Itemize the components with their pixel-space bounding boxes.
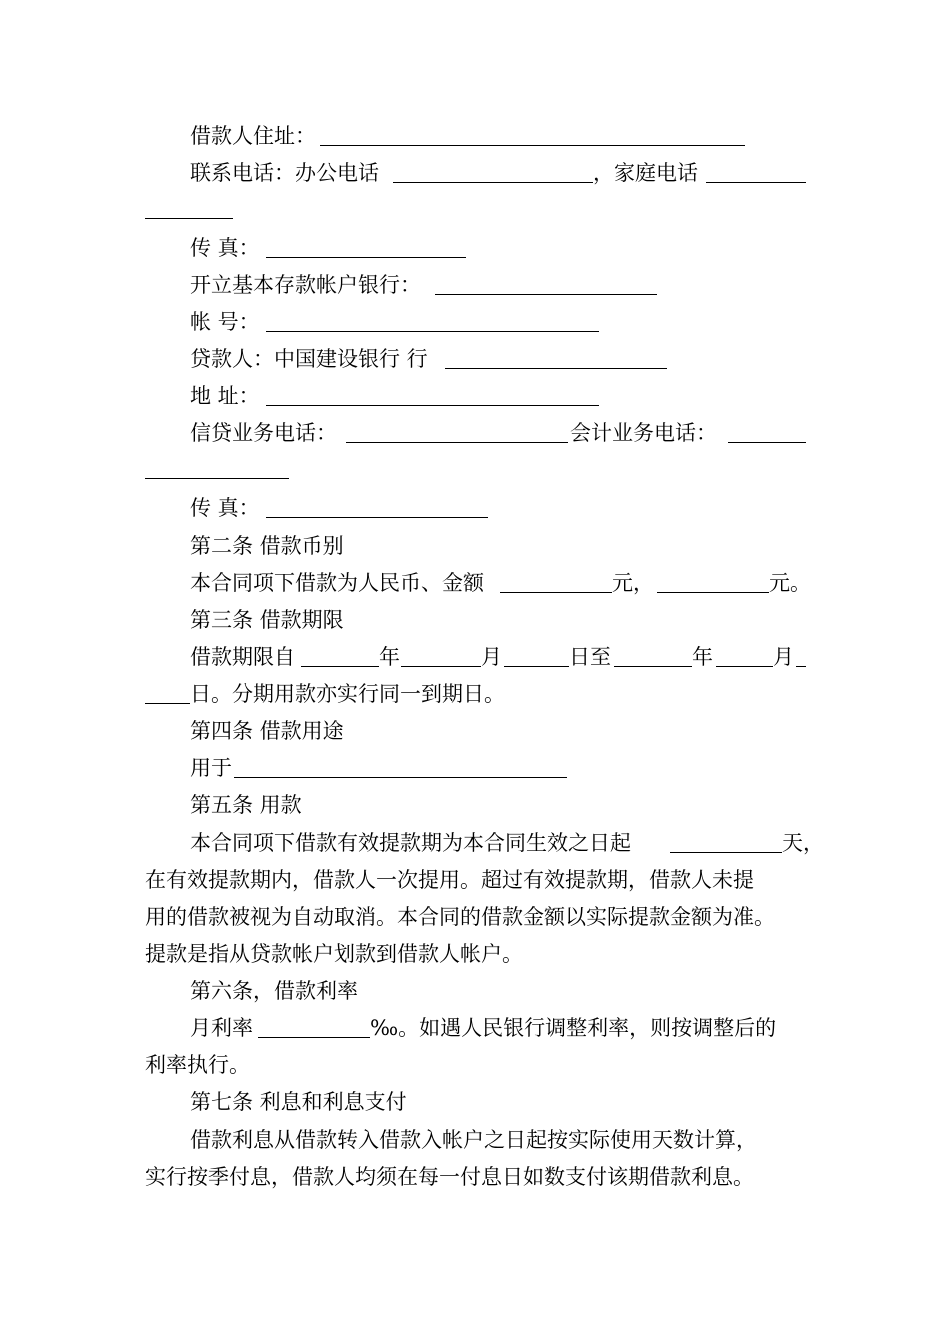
end-month-label: 月 — [773, 645, 794, 669]
borrower-address-blank[interactable] — [320, 145, 745, 146]
article-5-title — [0, 791, 950, 819]
borrower-address-label: 借款人住址： — [190, 124, 316, 148]
contact-phone-line — [0, 159, 950, 187]
end-year-blank[interactable] — [614, 666, 692, 667]
article-5-text-1: 本合同项下借款有效提款期为本合同生效之日起 — [190, 831, 631, 855]
article-5-text-4: 提款是指从贷款帐户划款到借款人帐户。 — [145, 942, 523, 966]
end-day-blank[interactable] — [796, 666, 806, 667]
accounting-phone-blank-cont[interactable] — [145, 478, 289, 479]
office-phone-blank[interactable] — [393, 182, 593, 183]
address-line — [0, 382, 950, 410]
credit-phone-blank[interactable] — [346, 442, 568, 443]
article-5-para-line-1 — [0, 829, 950, 857]
start-month-blank[interactable] — [401, 666, 481, 667]
article-3-term-line — [0, 643, 950, 671]
article-3-title-text: 第三条 借款期限 — [190, 608, 344, 632]
account-no-blank[interactable] — [266, 331, 599, 332]
days-label: 天， — [782, 831, 824, 855]
article-5-text-2: 在有效提款期内，借款人一次提用。超过有效提款期，借款人未提 — [145, 868, 754, 892]
article-6-title-text: 第六条，借款利率 — [190, 979, 358, 1003]
article-6-rate-line-2 — [0, 1051, 950, 1079]
amount-label: 本合同项下借款为人民币、金额 — [190, 571, 484, 595]
end-month-blank[interactable] — [716, 666, 773, 667]
article-6-text-2: 利率执行。 — [145, 1053, 250, 1077]
start-day-label: 日至 — [569, 645, 611, 669]
start-year-blank[interactable] — [301, 666, 379, 667]
amount-blank-2[interactable] — [657, 592, 769, 593]
credit-phone-label: 信贷业务电话： — [190, 421, 337, 445]
accounting-phone-blank[interactable] — [728, 442, 806, 443]
deposit-bank-blank[interactable] — [435, 294, 657, 295]
monthly-rate-blank[interactable] — [258, 1037, 370, 1038]
purpose-label: 用于 — [190, 756, 232, 780]
article-4-purpose-line — [0, 754, 950, 782]
fax-label: 传 真： — [190, 236, 260, 260]
start-day-blank[interactable] — [504, 666, 569, 667]
deposit-bank-label: 开立基本存款帐户银行： — [190, 273, 421, 297]
article-7-title-text: 第七条 利息和利息支付 — [190, 1090, 407, 1114]
article-5-title-text: 第五条 用款 — [190, 793, 302, 817]
article-7-para-line-1 — [0, 1126, 950, 1154]
accounting-phone-label: 会计业务电话： — [570, 421, 717, 445]
yuan-2: 元。 — [769, 571, 811, 595]
article-2-title-text: 第二条 借款币别 — [190, 534, 344, 558]
article-5-text-3: 用的借款被视为自动取消。本合同的借款金额以实际提款金额为准。 — [145, 905, 775, 929]
term-end-text: 日。分期用款亦实行同一到期日。 — [190, 682, 505, 706]
article-6-rate-line — [0, 1014, 950, 1042]
fax-blank[interactable] — [266, 257, 466, 258]
purpose-blank[interactable] — [234, 777, 567, 778]
address-label: 地 址： — [190, 384, 260, 408]
article-7-title — [0, 1088, 950, 1116]
yuan-1: 元， — [612, 571, 654, 595]
end-day-blank-cont[interactable] — [145, 703, 190, 704]
home-phone-blank-cont[interactable] — [145, 218, 233, 219]
article-7-text-2: 实行按季付息，借款人均须在每一付息日如数支付该期借款利息。 — [145, 1165, 754, 1189]
fax-line — [0, 234, 950, 262]
start-month-label: 月 — [481, 645, 502, 669]
lender-line — [0, 345, 950, 373]
article-2-amount-line — [0, 569, 950, 597]
lender-label: 贷款人：中国建设银行 行 — [190, 347, 428, 371]
article-7-para-line-2 — [0, 1163, 950, 1191]
article-5-para-line-3 — [0, 903, 950, 931]
credit-phone-line — [0, 419, 950, 447]
office-phone-label: 联系电话：办公电话 — [190, 161, 379, 185]
deposit-bank-line — [0, 271, 950, 299]
lender-branch-blank[interactable] — [445, 368, 667, 369]
home-phone-label: ，家庭电话 — [593, 161, 698, 185]
amount-blank-1[interactable] — [500, 592, 612, 593]
article-3-title — [0, 606, 950, 634]
article-2-title — [0, 532, 950, 560]
article-4-title — [0, 717, 950, 745]
end-year-label: 年 — [692, 645, 713, 669]
borrower-address-line — [0, 122, 950, 150]
article-6-text: ‰。如遇人民银行调整利率，则按调整后的 — [370, 1016, 777, 1040]
article-5-para-line-4 — [0, 940, 950, 968]
article-7-text-1: 借款利息从借款转入借款入帐户之日起按实际使用天数计算， — [190, 1128, 757, 1152]
article-6-title — [0, 977, 950, 1005]
home-phone-blank[interactable] — [706, 182, 806, 183]
article-5-para-line-2 — [0, 866, 950, 894]
fax2-line — [0, 494, 950, 522]
start-year-label: 年 — [379, 645, 400, 669]
article-3-term-line-2 — [0, 680, 950, 708]
article-4-title-text: 第四条 借款用途 — [190, 719, 344, 743]
term-from-label: 借款期限自 — [190, 645, 295, 669]
fax2-label: 传 真： — [190, 496, 260, 520]
drawdown-days-blank[interactable] — [670, 852, 782, 853]
address-blank[interactable] — [266, 405, 599, 406]
fax2-blank[interactable] — [266, 517, 488, 518]
account-no-label: 帐 号： — [190, 310, 260, 334]
monthly-rate-label: 月利率 — [190, 1016, 253, 1040]
account-no-line — [0, 308, 950, 336]
